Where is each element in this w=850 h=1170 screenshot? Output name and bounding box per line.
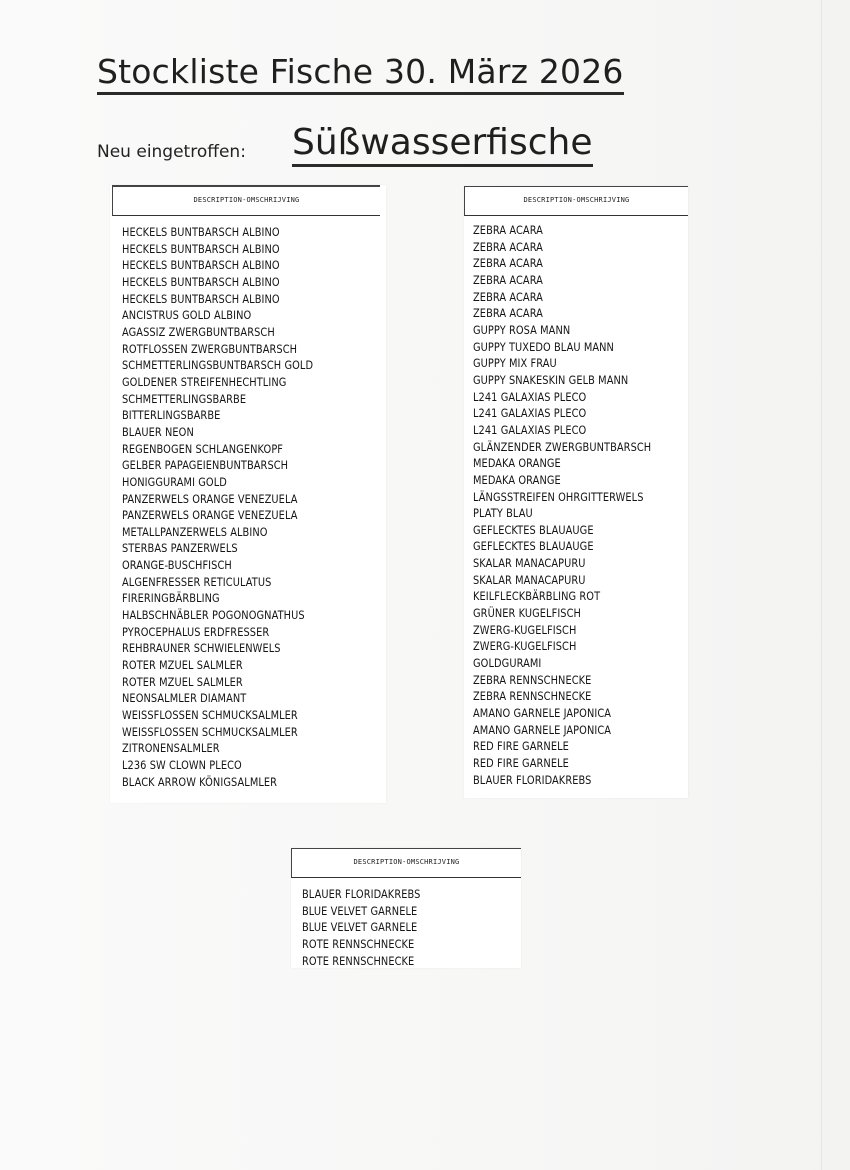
fish-list-right [464, 216, 688, 788]
list-item: BLAUER FLORIDAKREBS [302, 887, 421, 901]
list-item: AMANO GARNELE JAPONICA [473, 706, 612, 721]
list-item: SCHMETTERLINGSBARBE [122, 391, 247, 406]
list-item: HECKELS BUNTBARSCH ALBINO [122, 241, 280, 256]
stock-slip-right [464, 186, 688, 798]
column-header [291, 848, 521, 878]
list-item: ZEBRA RENNSCHNECKE [473, 689, 592, 704]
page-edge [821, 0, 822, 1170]
stock-slip-left [110, 185, 386, 803]
list-item: ALGENFRESSER RETICULATUS [122, 574, 272, 589]
list-item: GELBER PAPAGEIENBUNTBARSCH [122, 458, 289, 473]
list-item: ZEBRA ACARA [473, 223, 543, 237]
list-item: NEONSALMLER DIAMANT [122, 691, 247, 706]
list-item: ROTER MZUEL SALMLER [122, 674, 243, 689]
list-item: GUPPY MIX FRAU [473, 356, 557, 371]
list-item: ZWERG-KUGELFISCH [473, 622, 577, 637]
list-item: WEISSFLOSSEN SCHMUCKSALMLER [122, 724, 298, 739]
list-item: PANZERWELS ORANGE VENEZUELA [122, 491, 298, 506]
list-item: AMANO GARNELE JAPONICA [473, 722, 612, 737]
list-item: LÄNGSSTREIFEN OHRGITTERWELS [473, 489, 644, 504]
list-item: METALLPANZERWELS ALBINO [122, 524, 268, 539]
list-item: L236 SW CLOWN PLECO [122, 758, 242, 772]
list-item: REGENBOGEN SCHLANGENKOPF [122, 441, 284, 456]
fish-list-left [110, 216, 386, 790]
list-item: GUPPY ROSA MANN [473, 322, 571, 337]
list-item: GRÜNER KUGELFISCH [473, 606, 581, 621]
list-item: ROTE RENNSCHNECKE [302, 953, 415, 968]
list-item: ZITRONENSALMLER [122, 741, 220, 756]
column-header-label: DESCRIPTION-OMSCHRIJVING [193, 196, 300, 204]
list-item: GLÄNZENDER ZWERGBUNTBARSCH [473, 439, 652, 454]
list-item: L241 GALAXIAS PLECO [473, 406, 587, 421]
list-item: KEILFLECKBÄRBLING ROT [473, 589, 601, 604]
list-item: MEDAKA ORANGE [473, 456, 561, 471]
list-item: L241 GALAXIAS PLECO [473, 422, 587, 437]
list-item: GUPPY TUXEDO BLAU MANN [473, 339, 614, 354]
column-header-label: DESCRIPTION-OMSCHRIJVING [353, 858, 460, 866]
list-item: SKALAR MANACAPURU [473, 556, 586, 571]
list-item: FIRERINGBÄRBLING [122, 591, 220, 606]
list-item: HONIGGURAMI GOLD [122, 474, 227, 489]
list-item: BLUE VELVET GARNELE [302, 903, 418, 918]
list-item: RED FIRE GARNELE [473, 739, 569, 754]
list-item: GEFLECKTES BLAUAUGE [473, 522, 594, 537]
list-item: REHBRAUNER SCHWIELENWELS [122, 641, 281, 656]
list-item: RED FIRE GARNELE [473, 756, 569, 770]
list-item: ZEBRA ACARA [473, 306, 543, 321]
subtitle-label: Neu eingetroffen: [97, 142, 246, 162]
list-item: GUPPY SNAKESKIN GELB MANN [473, 372, 629, 387]
list-item: HALBSCHNÄBLER POGONOGNATHUS [122, 608, 305, 623]
list-item: GOLDGURAMI [473, 656, 542, 671]
list-item: SCHMETTERLINGSBUNTBARSCH GOLD [122, 358, 314, 373]
list-item: SKALAR MANACAPURU [473, 572, 586, 587]
list-item: ANCISTRUS GOLD ALBINO [122, 308, 252, 323]
list-item: ROTE RENNSCHNECKE [302, 936, 415, 951]
list-item: HECKELS BUNTBARSCH ALBINO [122, 274, 280, 289]
list-item: ZEBRA RENNSCHNECKE [473, 672, 592, 687]
list-item: AGASSIZ ZWERGBUNTBARSCH [122, 324, 275, 339]
list-item: ZEBRA ACARA [473, 289, 543, 304]
list-item: BLAUER FLORIDAKREBS [473, 772, 592, 787]
column-header-label: DESCRIPTION-OMSCHRIJVING [523, 196, 630, 204]
list-item: ZEBRA ACARA [473, 272, 543, 287]
list-item: BLAUER NEON [122, 424, 194, 439]
list-item: MEDAKA ORANGE [473, 472, 561, 487]
list-item: STERBAS PANZERWELS [122, 541, 238, 556]
list-item: WEISSFLOSSEN SCHMUCKSALMLER [122, 708, 298, 723]
list-item: ZEBRA ACARA [473, 256, 543, 271]
list-item: BLACK ARROW KÖNIGSALMLER [122, 774, 278, 789]
list-item: GOLDENER STREIFENHECHTLING [122, 374, 287, 389]
list-item: HECKELS BUNTBARSCH ALBINO [122, 225, 280, 239]
list-item: GEFLECKTES BLAUAUGE [473, 539, 594, 554]
list-item: HECKELS BUNTBARSCH ALBINO [122, 258, 280, 273]
list-item: ZWERG-KUGELFISCH [473, 639, 577, 654]
fish-list-bottom [291, 878, 521, 969]
list-item: ZEBRA ACARA [473, 239, 543, 254]
column-header [112, 185, 380, 216]
list-item: ROTFLOSSEN ZWERGBUNTBARSCH [122, 341, 298, 356]
list-item: L241 GALAXIAS PLECO [473, 389, 587, 404]
list-item: BLUE VELVET GARNELE [302, 920, 418, 935]
subtitle: Süßwasserfische [292, 122, 593, 167]
list-item: BITTERLINGSBARBE [122, 408, 221, 423]
stock-slip-bottom [291, 848, 521, 968]
list-item: PYROCEPHALUS ERDFRESSER [122, 624, 270, 639]
list-item: ORANGE-BUSCHFISCH [122, 558, 232, 573]
list-item: ROTER MZUEL SALMLER [122, 658, 243, 673]
list-item: PLATY BLAU [473, 506, 533, 521]
page-title: Stockliste Fische 30. März 2026 [97, 52, 624, 95]
list-item: PANZERWELS ORANGE VENEZUELA [122, 508, 298, 523]
column-header [464, 186, 688, 216]
list-item: HECKELS BUNTBARSCH ALBINO [122, 291, 280, 306]
